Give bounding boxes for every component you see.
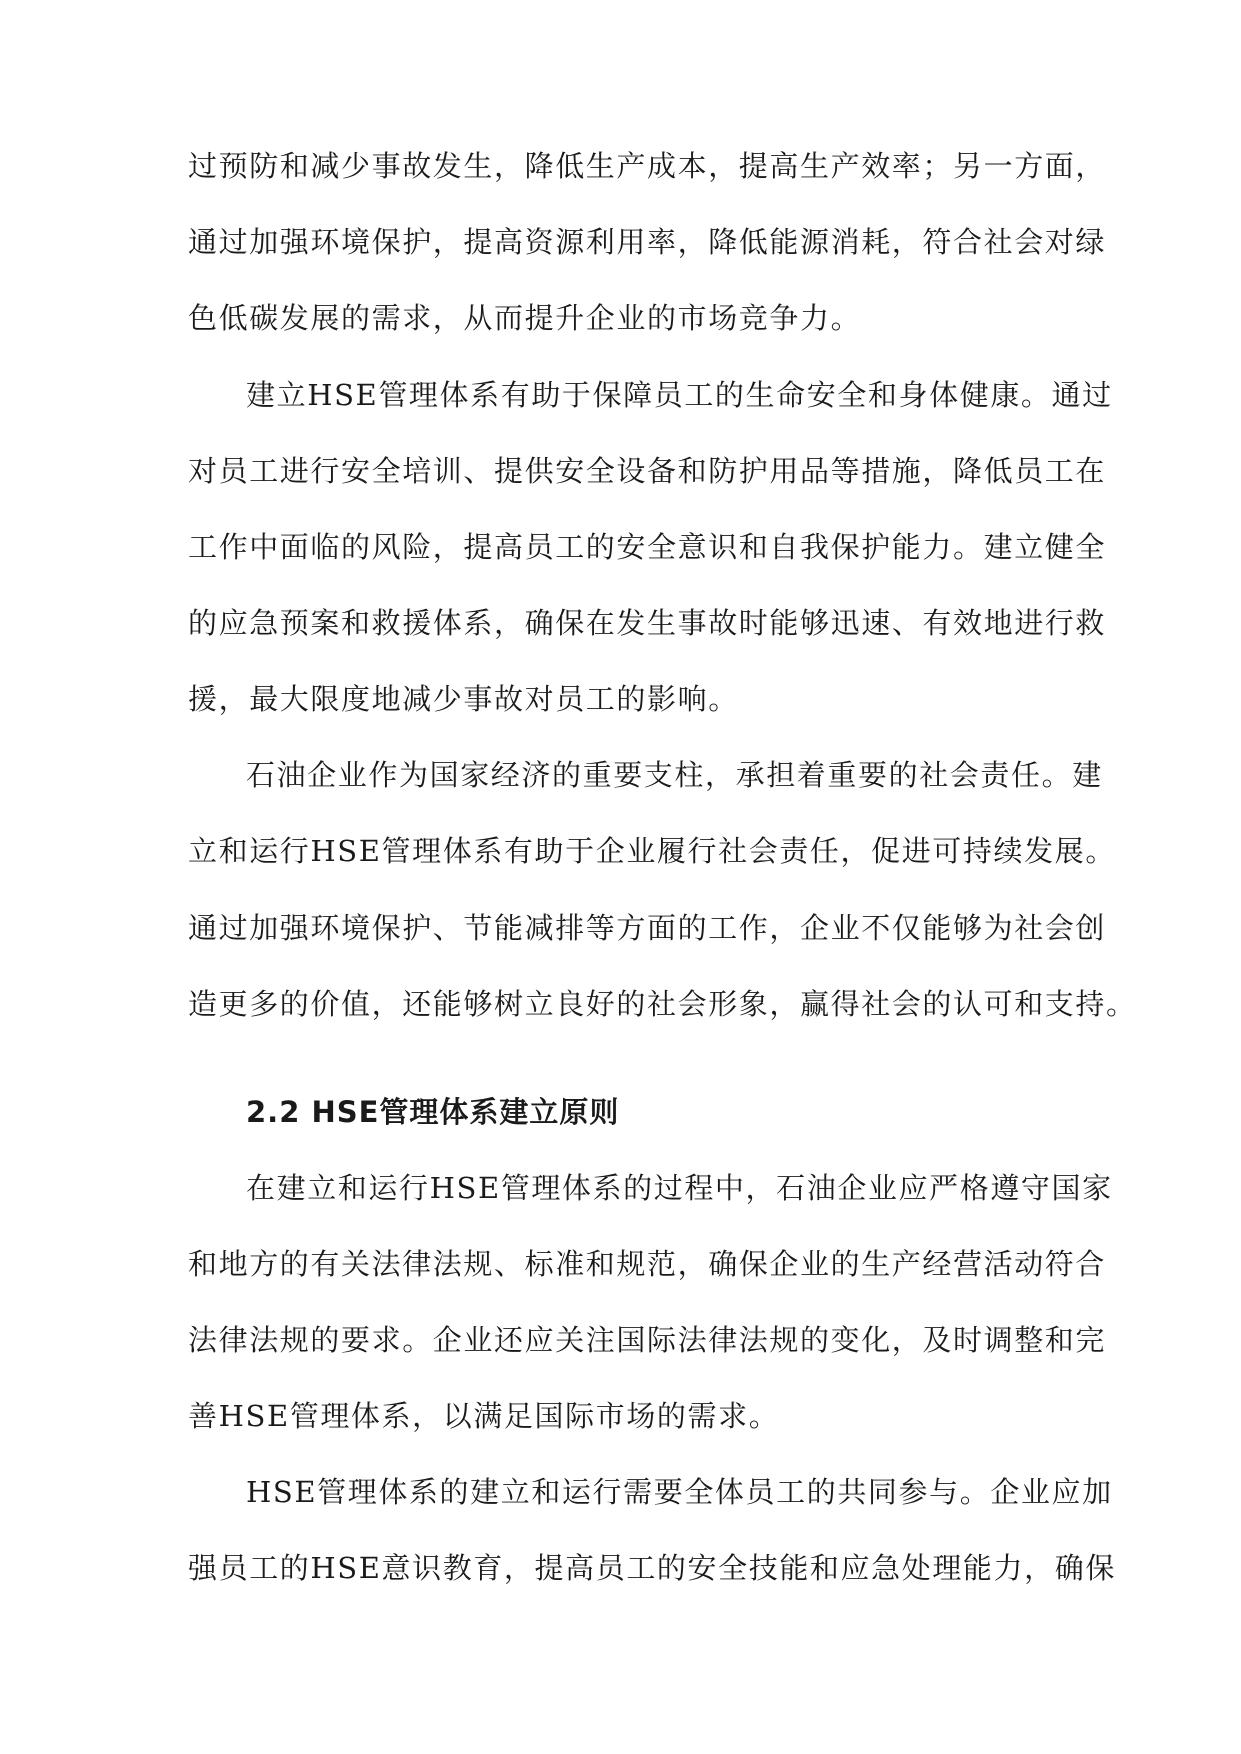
text-line: HSE管理体系的建立和运行需要全体员工的共同参与。企业应加 (246, 1475, 1113, 1509)
text-line: 石油企业作为国家经济的重要支柱，承担着重要的社会责任。建 (246, 758, 1103, 792)
text-line: 建立HSE管理体系有助于保障员工的生命安全和身体健康。通过 (246, 378, 1113, 412)
text-line: 通过加强环境保护，提高资源利用率，降低能源消耗，符合社会对绿 (188, 225, 1107, 259)
text-line: 对员工进行安全培训、提供安全设备和防护用品等措施，降低员工在 (188, 454, 1107, 488)
text-line: 工作中面临的风险，提高员工的安全意识和自我保护能力。建立健全 (188, 530, 1107, 564)
text-line: 的应急预案和救援体系，确保在发生事故时能够迅速、有效地进行救 (188, 606, 1107, 640)
text-line: 善HSE管理体系，以满足国际市场的需求。 (188, 1399, 780, 1433)
text-line: 通过加强环境保护、节能减排等方面的工作，企业不仅能够为社会创 (188, 911, 1107, 945)
text-line: 色低碳发展的需求，从而提升企业的市场竞争力。 (188, 301, 862, 335)
text-line: 过预防和减少事故发生，降低生产成本，提高生产效率；另一方面， (188, 149, 1107, 183)
text-line: 和地方的有关法律法规、标准和规范，确保企业的生产经营活动符合 (188, 1247, 1107, 1281)
text-line: 立和运行HSE管理体系有助于企业履行社会责任，促进可持续发展。 (188, 834, 1116, 868)
text-line: 法律法规的要求。企业还应关注国际法律法规的变化，及时调整和完 (188, 1323, 1107, 1357)
text-line: 援，最大限度地减少事故对员工的影响。 (188, 682, 739, 716)
section-heading: 2.2 HSE管理体系建立原则 (246, 1095, 620, 1129)
text-line: 造更多的价值，还能够树立良好的社会形象，赢得社会的认可和支持。 (188, 987, 1137, 1021)
text-line: 强员工的HSE意识教育，提高员工的安全技能和应急处理能力，确保 (188, 1551, 1116, 1585)
text-line: 在建立和运行HSE管理体系的过程中，石油企业应严格遵守国家 (246, 1171, 1113, 1205)
